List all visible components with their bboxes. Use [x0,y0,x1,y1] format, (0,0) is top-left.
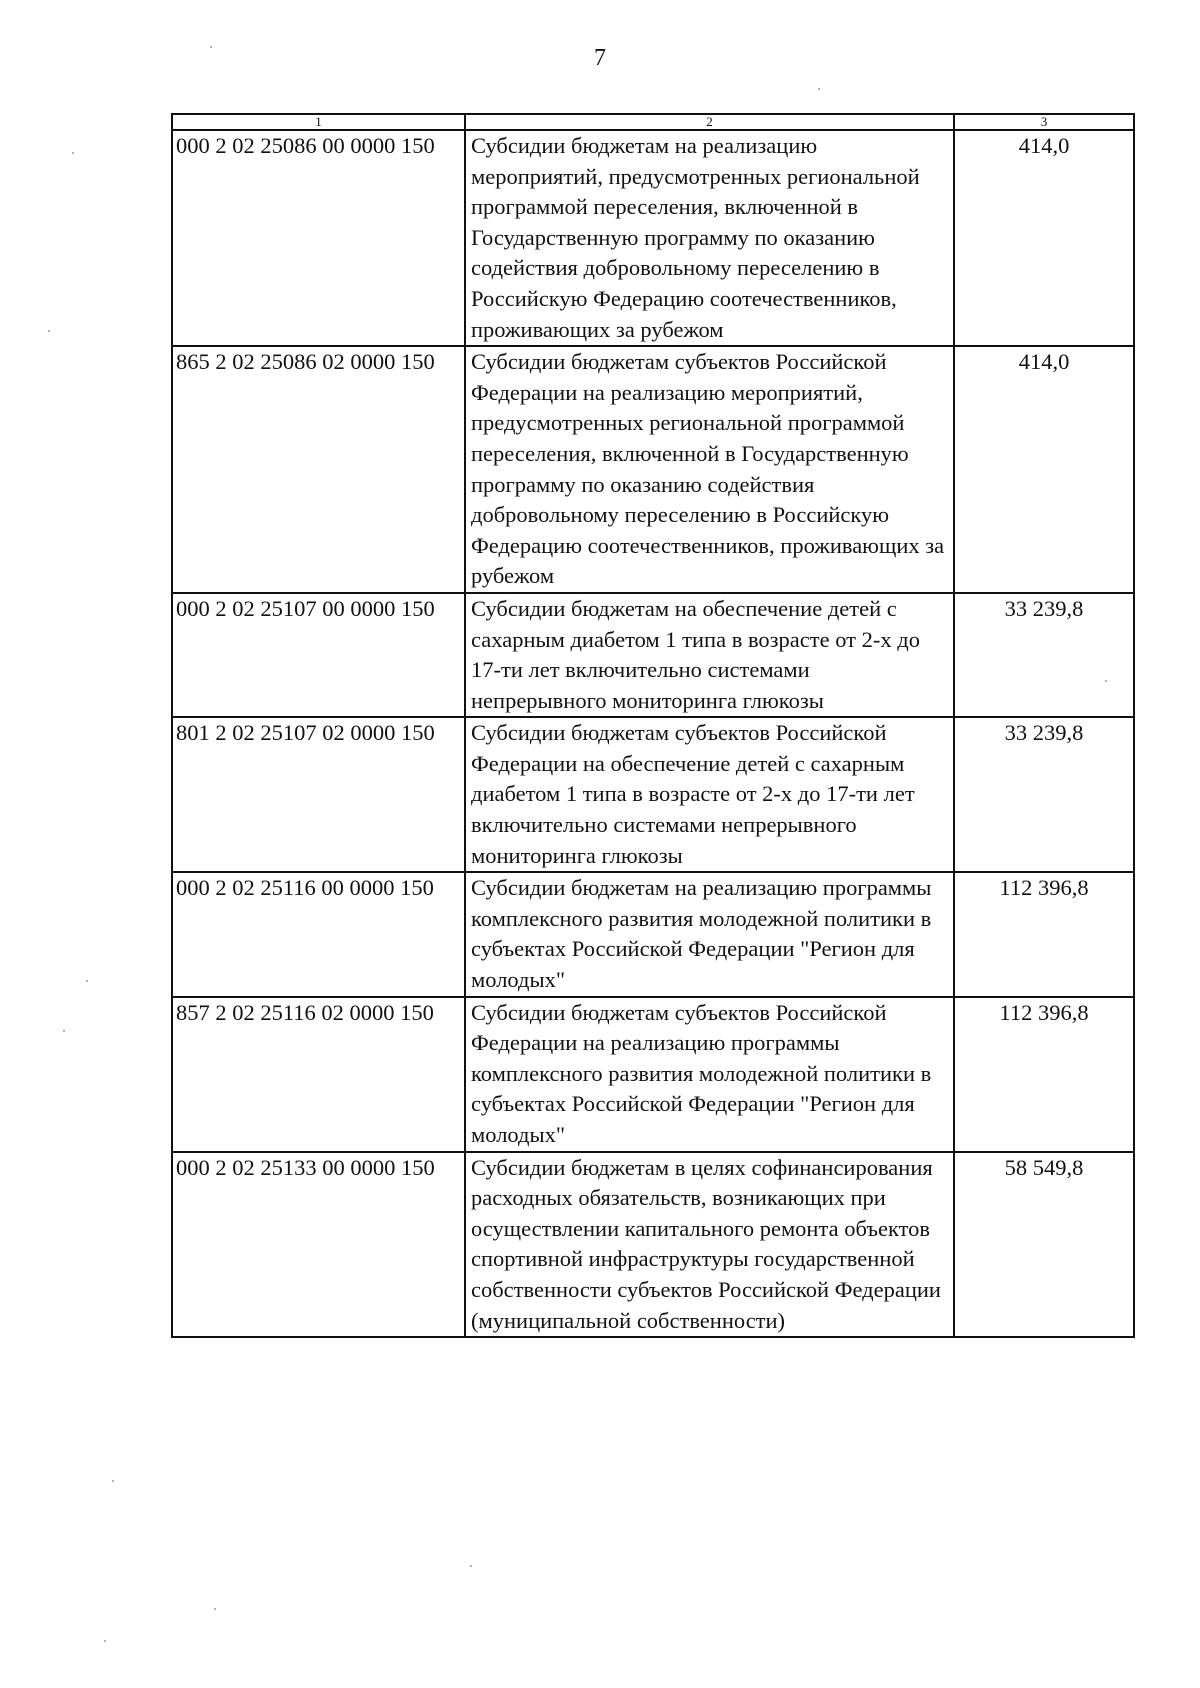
scan-speck [48,330,50,332]
budget-code-cell: 000 2 02 25107 00 0000 150 [172,593,465,717]
budget-code-cell: 000 2 02 25116 00 0000 150 [172,872,465,996]
revenue-table [171,113,1135,1338]
scan-speck [470,1565,472,1567]
table-row [172,346,1134,593]
column-header-3: 3 [954,114,1134,130]
table-row [172,717,1134,872]
scan-speck [63,1030,65,1032]
description-cell: Субсидии бюджетам субъектов Российской Федерации на обеспечение детей с сахарным диабетом 1 типа в возрасте от 2-х до 17-ти лет включительно системами непрерывного мониторинга глюкозы [465,717,954,872]
description-cell: Субсидии бюджетам в целях софинансирования расходных обязательств, возникающих при осуществлении капитального ремонта объектов спортивной инфраструктуры государственной собственности субъектов Российской Федерации (муниципальной собственности) [465,1152,954,1338]
table-row [172,1152,1134,1338]
table-row [172,872,1134,996]
budget-code-cell: 000 2 02 25086 00 0000 150 [172,130,465,346]
amount-cell: 33 239,8 [954,593,1134,717]
scan-speck [214,1608,216,1610]
amount-cell: 58 549,8 [954,1152,1134,1338]
table-row [172,593,1134,717]
description-cell: Субсидии бюджетам на обеспечение детей с сахарным диабетом 1 типа в возрасте от 2-х до 17-ти лет включительно системами непрерывного мониторинга глюкозы [465,593,954,717]
description-cell: Субсидии бюджетам субъектов Российской Федерации на реализацию программы комплексного развития молодежной политики в субъектах Российской Федерации "Регион для молодых" [465,997,954,1152]
table-row [172,130,1134,346]
scan-speck [72,152,74,154]
page-number: 7 [594,45,606,71]
amount-cell: 414,0 [954,346,1134,593]
column-header-1: 1 [172,114,465,130]
description-cell: Субсидии бюджетам на реализацию мероприятий, предусмотренных региональной программой переселения, включенной в Государственную программу по оказанию содействия добровольному переселению в Российскую Федерацию соотечественников, проживающих за рубежом [465,130,954,346]
amount-cell: 112 396,8 [954,997,1134,1152]
description-cell: Субсидии бюджетам на реализацию программы комплексного развития молодежной политики в субъектах Российской Федерации "Регион для молодых" [465,872,954,996]
column-header-2: 2 [465,114,954,130]
amount-cell: 414,0 [954,130,1134,346]
scan-speck [210,46,212,48]
scan-speck [112,1480,114,1482]
description-cell: Субсидии бюджетам субъектов Российской Федерации на реализацию мероприятий, предусмотренных региональной программой переселения, включенной в Государственную программу по оказанию содействия добровольному переселению в Российскую Федерацию соотечественников, проживающих за рубежом [465,346,954,593]
budget-code-cell: 857 2 02 25116 02 0000 150 [172,997,465,1152]
scan-speck [1105,680,1107,682]
scan-speck [104,1640,106,1642]
table-row [172,997,1134,1152]
table-header-row [172,114,1134,130]
budget-code-cell: 865 2 02 25086 02 0000 150 [172,346,465,593]
scan-speck [86,980,88,982]
scan-speck [818,88,820,90]
budget-code-cell: 000 2 02 25133 00 0000 150 [172,1152,465,1338]
amount-cell: 33 239,8 [954,717,1134,872]
amount-cell: 112 396,8 [954,872,1134,996]
budget-code-cell: 801 2 02 25107 02 0000 150 [172,717,465,872]
